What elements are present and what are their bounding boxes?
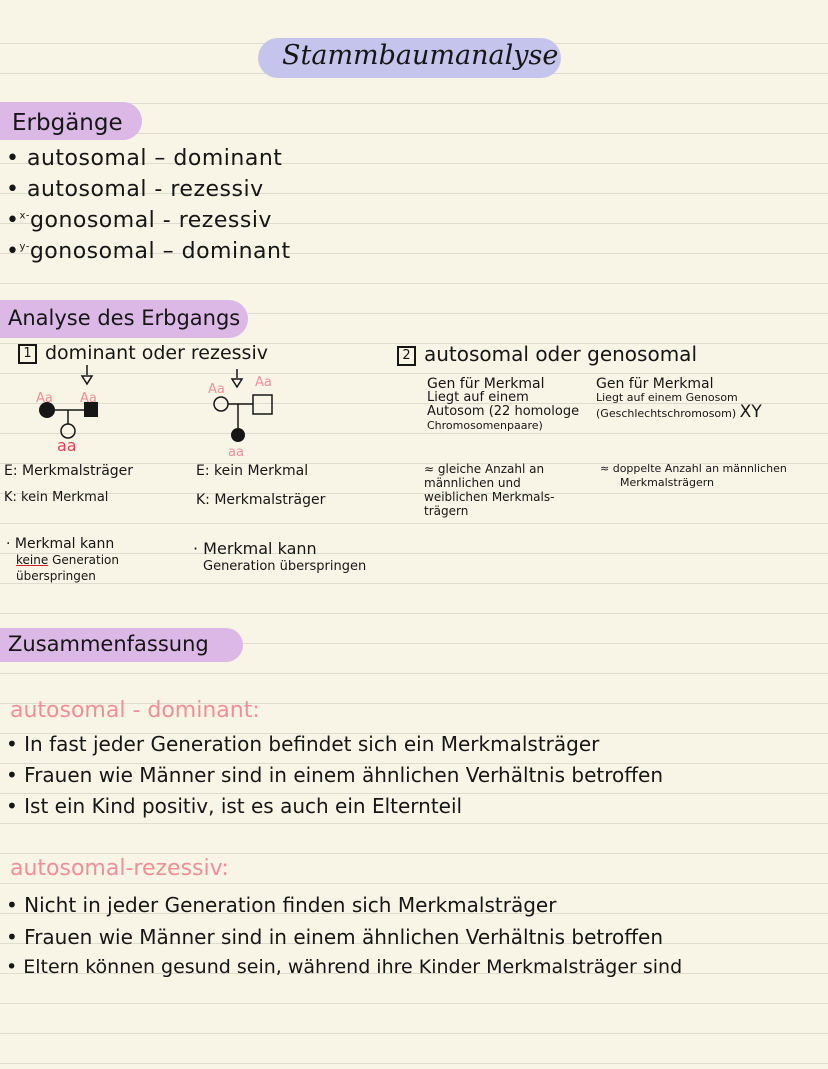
list-item: •$^{y-}$gonosomal – dominant xyxy=(6,239,291,264)
e-label: E: kein Merkmal xyxy=(196,463,309,479)
genotype: Aa xyxy=(255,375,272,390)
summary-heading: autosomal-rezessiv: xyxy=(10,856,229,881)
genotype: Aa xyxy=(80,391,97,406)
autosomal-description: Gen für Merkmal Liegt auf einem Autosom (22 homologe Chromosomenpaare) xyxy=(427,376,580,432)
summary-item: • In fast jeder Generation befindet sich ein Merkmalsträger xyxy=(6,732,600,756)
part2-title: 2 autosomal oder genosomal xyxy=(397,342,697,366)
genotype: aa xyxy=(57,436,77,455)
summary-item: • Eltern können gesund sein, während ihre Kinder Merkmalsträger sind xyxy=(6,956,683,978)
heading-erbgaenge: Erbgänge xyxy=(12,110,123,136)
affected-child xyxy=(231,428,245,442)
gonosomal-description: Gen für Merkmal Liegt auf einem Genosom (Geschlechtschromosom) XY xyxy=(596,376,762,422)
list-item: • autosomal - rezessiv xyxy=(6,177,264,202)
list-item: •$^{x-}$gonosomal - rezessiv xyxy=(6,208,272,233)
summary-heading: autosomal - dominant: xyxy=(10,698,260,723)
heading-analyse: Analyse des Erbgangs xyxy=(8,306,241,330)
summary-item: • Frauen wie Männer sind in einem ähnlichen Verhältnis betroffen xyxy=(6,763,663,787)
note-dominant: · Merkmal kann keine Generation überspringen xyxy=(6,536,120,583)
list-item: • autosomal – dominant xyxy=(6,146,283,171)
genotype: aa xyxy=(228,445,244,460)
e-label: E: Merkmalsträger xyxy=(4,463,134,479)
summary-item: • Nicht in jeder Generation finden sich Merkmalsträger xyxy=(6,893,557,917)
part1-title: 1 dominant oder rezessiv xyxy=(18,342,268,364)
page-title: Stammbaumanalyse xyxy=(282,40,559,71)
gonosomal-note: ≈ doppelte Anzahl an männlichen Merkmalsträgern xyxy=(600,462,787,489)
genotype: Aa xyxy=(36,391,53,406)
k-label: K: kein Merkmal xyxy=(4,490,109,505)
summary-item: • Ist ein Kind positiv, ist es auch ein Elternteil xyxy=(6,794,463,818)
pedigree-rezessiv xyxy=(0,0,1,1)
autosomal-note: ≈ gleiche Anzahl an männlichen und weiblichen Merkmals- trägern xyxy=(424,462,555,518)
note-rezessiv: · Merkmal kann Generation überspringen xyxy=(193,539,367,574)
summary-item: • Frauen wie Männer sind in einem ähnlichen Verhältnis betroffen xyxy=(6,925,663,949)
genotype: Aa xyxy=(208,382,225,397)
unaffected-female xyxy=(214,397,228,411)
unaffected-male xyxy=(253,395,272,414)
heading-zusammenfassung: Zusammenfassung xyxy=(8,632,209,656)
arrow-head xyxy=(82,376,92,384)
k-label: K: Merkmalsträger xyxy=(196,492,326,508)
